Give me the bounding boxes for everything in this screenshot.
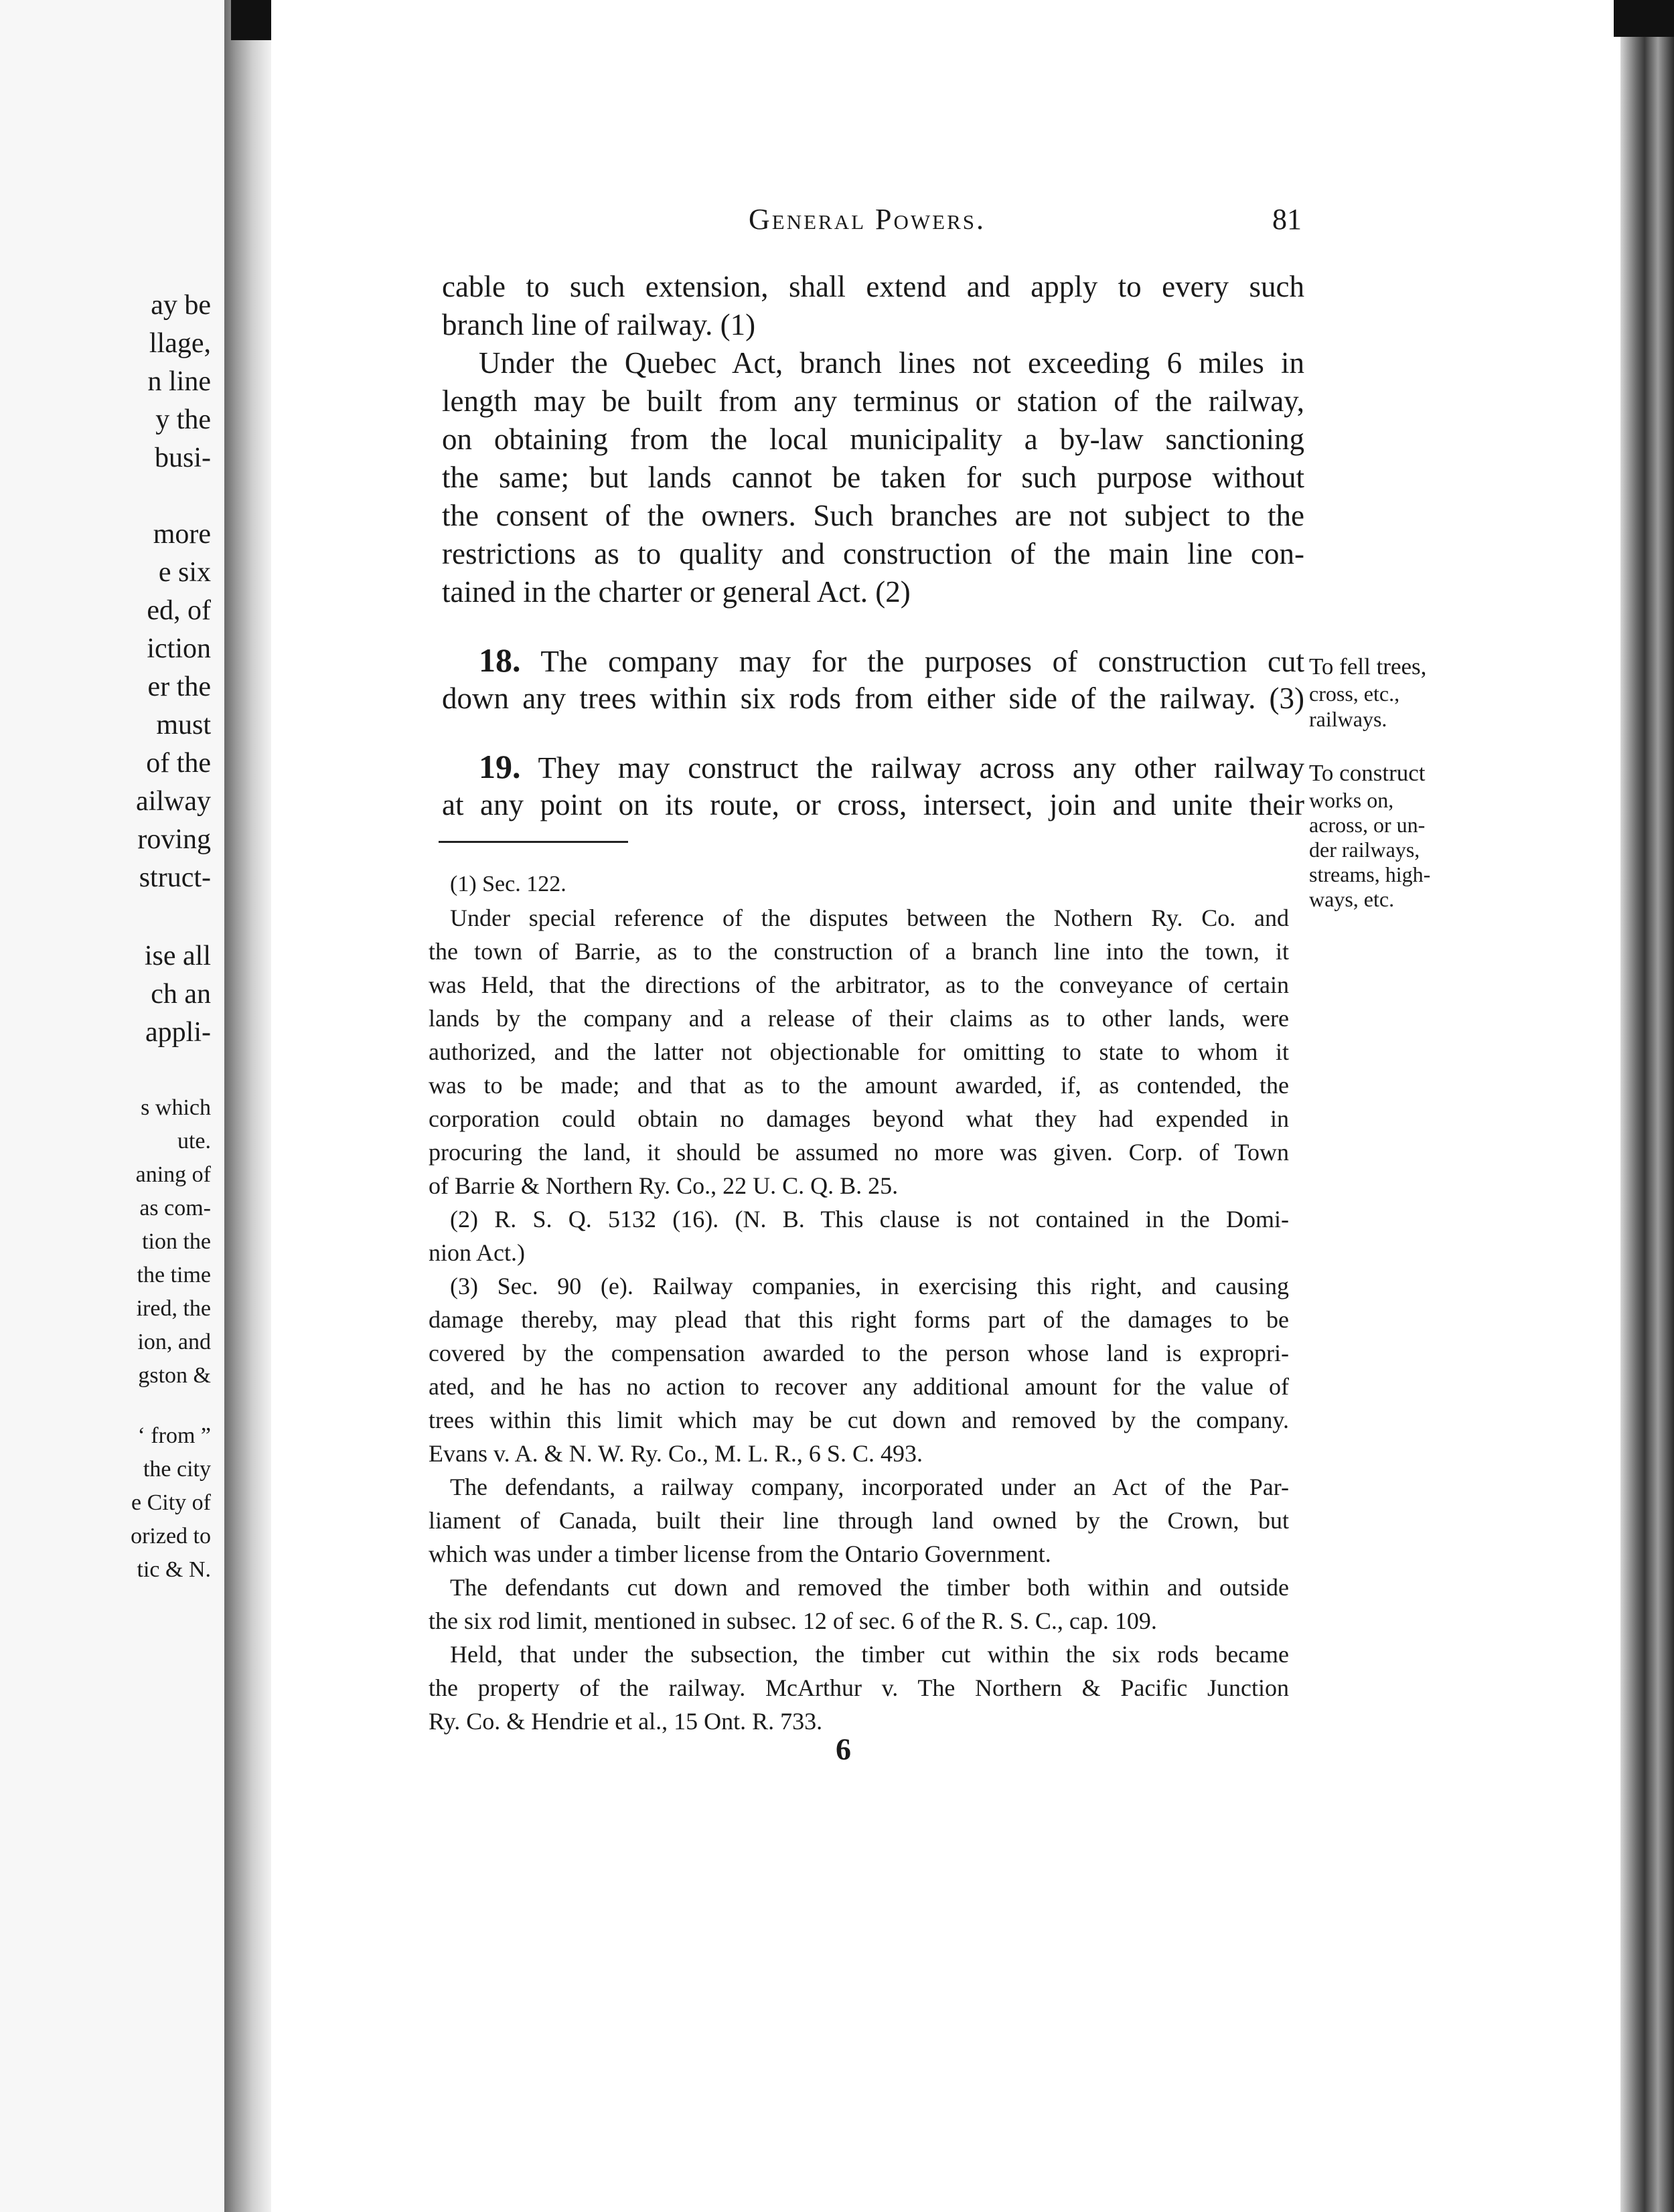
gutter-dark-corner xyxy=(231,0,271,40)
footnote-line: corporation could obtain no damages beyond what they had expended in xyxy=(429,1105,1289,1132)
footnote-line: was Held, that the directions of the arbitrator, as to the conveyance of certain xyxy=(429,971,1289,998)
page-edge-shadow xyxy=(1620,0,1674,2212)
body-line: length may be built from any terminus or station of the railway, xyxy=(442,384,1304,418)
footnote-line: was to be made; and that as to the amount awarded, if, as contended, the xyxy=(429,1072,1289,1099)
side-note-18: cross, etc., xyxy=(1309,682,1400,706)
left-fragment: tic & N. xyxy=(137,1557,211,1582)
footnote-line: Under special reference of the disputes between the Nothern Ry. Co. and xyxy=(450,904,1289,931)
left-fragment: s which xyxy=(141,1095,211,1120)
footnote-line: authorized, and the latter not objectionable for omitting to state to whom it xyxy=(429,1038,1289,1065)
footnote-line: lands by the company and a release of their claims as to other lands, were xyxy=(429,1005,1289,1032)
left-facing-page xyxy=(0,0,231,2212)
left-fragment: ute. xyxy=(177,1129,211,1154)
footnote-line: (2) R. S. Q. 5132 (16). (N. B. This clause is not contained in the Domi- xyxy=(450,1206,1289,1233)
left-fragment: roving xyxy=(137,824,211,855)
section-text: The company may for the purposes of construction cut xyxy=(540,645,1304,678)
left-fragment: iction xyxy=(147,633,211,664)
left-fragment: ailway xyxy=(136,786,211,817)
left-fragment: ion, and xyxy=(137,1330,211,1354)
left-fragment: the city xyxy=(143,1457,211,1482)
footnote-line: of Barrie & Northern Ry. Co., 22 U. C. Q. B. 25. xyxy=(429,1172,899,1199)
left-fragment: orized to xyxy=(131,1524,211,1549)
page-number: 81 xyxy=(1272,203,1302,236)
left-fragment: aning of xyxy=(135,1162,211,1187)
left-fragment: ay be xyxy=(151,290,211,321)
left-fragment: the time xyxy=(137,1263,211,1287)
body-line: tained in the charter or general Act. (2) xyxy=(442,575,911,609)
side-note-19: works on, xyxy=(1309,788,1394,812)
section-number: 19. xyxy=(479,748,521,785)
left-fragment: ired, the xyxy=(136,1296,211,1321)
left-fragment: must xyxy=(156,710,211,740)
footnote-line: nion Act.) xyxy=(429,1239,525,1266)
footnote-line: The defendants cut down and removed the timber both within and outside xyxy=(450,1574,1289,1601)
footnote-line: damage thereby, may plead that this right forms part of the damages to be xyxy=(429,1306,1289,1333)
left-fragment: y the xyxy=(155,404,211,435)
left-fragment: ed, of xyxy=(147,595,211,626)
body-line: branch line of railway. (1) xyxy=(442,308,756,341)
body-line: the same; but lands cannot be taken for such purpose without xyxy=(442,461,1304,494)
left-fragment: struct- xyxy=(139,862,211,893)
footnote-line: (3) Sec. 90 (e). Railway companies, in exercising this right, and causing xyxy=(450,1273,1289,1299)
footnote-line: liament of Canada, built their line through land owned by the Crown, but xyxy=(429,1507,1289,1534)
footnote-line: ated, and he has no action to recover any additional amount for the value of xyxy=(429,1373,1289,1400)
body-line: Under the Quebec Act, branch lines not exceeding 6 miles in xyxy=(479,346,1304,380)
section-18-line-2: down any trees within six rods from either side of the railway. (3) xyxy=(442,682,1304,715)
body-line: cable to such extension, shall extend and apply to every such xyxy=(442,270,1304,303)
left-fragment: tion the xyxy=(142,1229,211,1254)
body-line: the consent of the owners. Such branches are not subject to the xyxy=(442,499,1304,532)
footnote-divider xyxy=(439,841,628,843)
section-19-line-2: at any point on its route, or cross, intersect, join and unite their xyxy=(442,788,1304,821)
left-fragment: ch an xyxy=(151,979,211,1010)
section-19-line-1 xyxy=(479,748,1304,787)
left-fragment: ise all xyxy=(144,941,211,971)
left-fragment: of the xyxy=(146,748,211,779)
footnote-line: Ry. Co. & Hendrie et al., 15 Ont. R. 733. xyxy=(429,1708,823,1735)
footnote-line: the property of the railway. McArthur v. The Northern & Pacific Junction xyxy=(429,1674,1289,1701)
running-head: General Powers. xyxy=(749,203,986,236)
footnote-heading: (1) Sec. 122. xyxy=(450,872,566,896)
left-fragment: er the xyxy=(147,672,211,702)
footnote-line: covered by the compensation awarded to the person whose land is expropri- xyxy=(429,1340,1289,1366)
side-note-19: der railways, xyxy=(1309,838,1420,862)
left-fragment: busi- xyxy=(155,443,211,473)
left-fragment: as com- xyxy=(139,1196,211,1220)
left-fragment: gston & xyxy=(138,1363,211,1388)
footnote-line: the town of Barrie, as to the construction of a branch line into the town, it xyxy=(429,938,1289,965)
signature-mark: 6 xyxy=(836,1732,851,1766)
book-gutter-shadow xyxy=(224,0,271,2212)
section-text: They may construct the railway across any other railway xyxy=(538,751,1304,785)
side-note-18: railways. xyxy=(1309,707,1387,731)
left-fragment: more xyxy=(153,519,211,550)
side-note-19: streams, high- xyxy=(1309,862,1431,886)
footnote-line: the six rod limit, mentioned in subsec. 12 of sec. 6 of the R. S. C., cap. 109. xyxy=(429,1607,1157,1634)
left-fragment: e six xyxy=(158,557,211,588)
footnote-line: procuring the land, it should be assumed no more was given. Corp. of Town xyxy=(429,1139,1289,1166)
footnote-line: The defendants, a railway company, incorporated under an Act of the Par- xyxy=(450,1474,1289,1500)
edge-dark-corner xyxy=(1614,0,1674,37)
side-note-19: across, or un- xyxy=(1309,813,1426,837)
section-18-line-1 xyxy=(479,641,1304,681)
section-number: 18. xyxy=(479,641,521,679)
footnote-line: which was under a timber license from the Ontario Government. xyxy=(429,1540,1051,1567)
side-note-19: To construct xyxy=(1309,760,1426,786)
left-fragment: appli- xyxy=(145,1017,211,1048)
side-note-18: To fell trees, xyxy=(1309,653,1427,680)
left-fragment: e City of xyxy=(131,1490,211,1515)
body-line: on obtaining from the local municipality a by-law sanctioning xyxy=(442,422,1304,456)
footnote-line: Evans v. A. & N. W. Ry. Co., M. L. R., 6 S. C. 493. xyxy=(429,1440,923,1467)
side-note-19: ways, etc. xyxy=(1309,887,1395,911)
body-line: restrictions as to quality and construction of the main line con- xyxy=(442,537,1304,570)
footnote-line: trees within this limit which may be cut down and removed by the company. xyxy=(429,1407,1289,1433)
left-fragment: ‘ from ” xyxy=(137,1423,211,1448)
left-fragment: llage, xyxy=(149,328,211,359)
footnote-line: Held, that under the subsection, the timber cut within the six rods became xyxy=(450,1641,1289,1668)
left-fragment: n line xyxy=(147,366,211,397)
